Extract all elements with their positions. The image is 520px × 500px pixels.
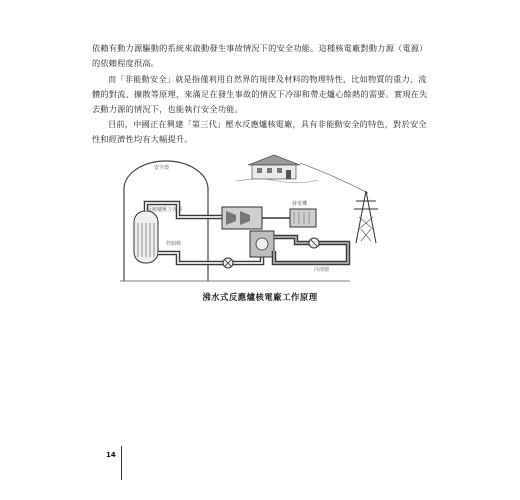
paragraph-1: 依賴有動力源驅動的系統來啟動發生事故情況下的安全功能。這種核電廠對動力源（電源）的依賴程度很高。 (92, 43, 428, 68)
transmission-tower (354, 191, 378, 243)
page-number: 14 (106, 451, 116, 459)
control-rods-label: 控制棒 (166, 241, 182, 247)
reactor-vessel-label: 反應爐壓力容器 (147, 207, 183, 213)
reactor-vessel (134, 211, 158, 263)
feedwater-pipe (158, 253, 262, 263)
condenser (250, 231, 274, 257)
figure-caption: 沸水式反應爐核電廠工作原理 (202, 292, 318, 302)
condenser-label: 冷卻器 (314, 267, 330, 273)
containment-label: 安全殼 (154, 165, 170, 171)
feedwater-pump (223, 258, 233, 268)
page-number-rule (121, 446, 122, 480)
generator (290, 209, 316, 227)
cooling-water-loop (274, 237, 348, 263)
house-illustration (236, 155, 318, 183)
power-line (300, 163, 368, 193)
paragraph-2: 而「非能動安全」就是指僅利用自然界的規律及材料的物理特性，比如物質的重力、流體的對流、擴散等原理，來滿足在發生事故的情況下冷卻和帶走爐心餘熱的需要。實現在失去動力源的情況下，也能執行安全功能。 (92, 74, 428, 114)
bwr-plant-diagram (118, 153, 388, 283)
paragraph-3: 目前，中國正在興建「第三代」壓水反應爐核電廠，具有非能動安全的特色，對於安全性和經濟性均有大幅提升。 (92, 119, 427, 144)
turbine (222, 207, 290, 229)
generator-label: 發電機 (292, 201, 308, 207)
